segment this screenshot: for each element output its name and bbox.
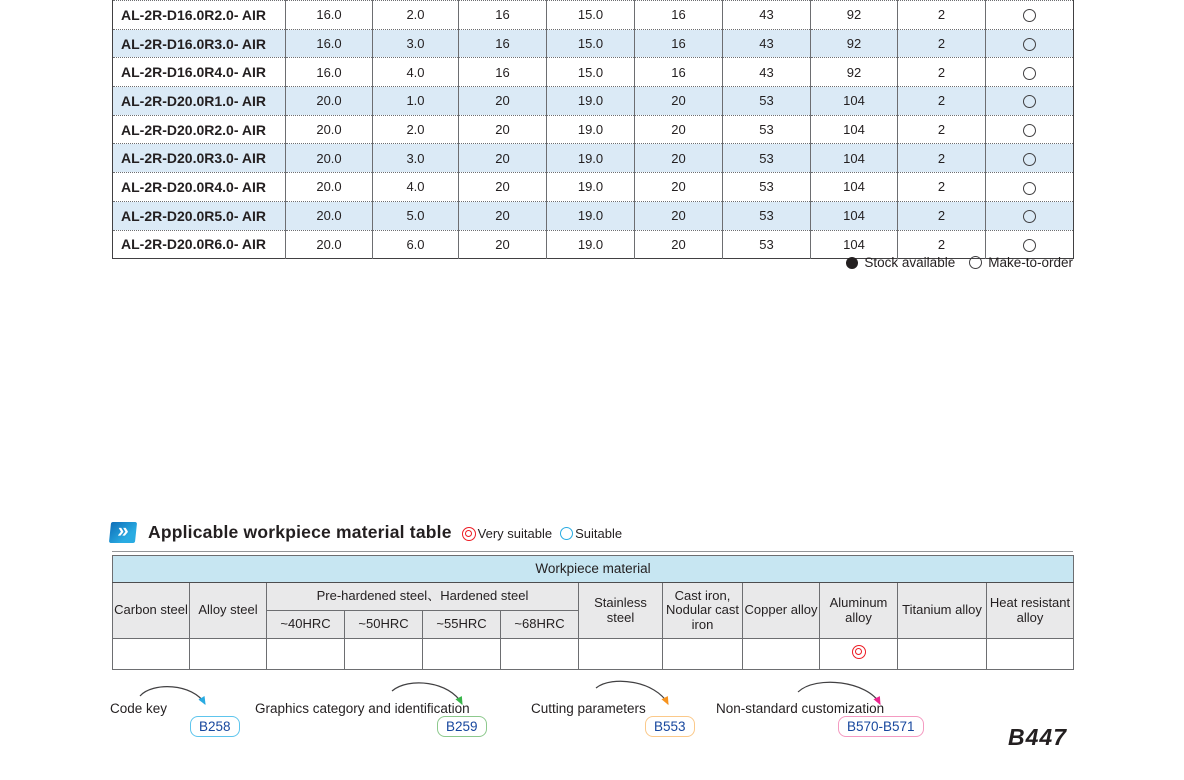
rating-cell-40hrc [267, 639, 345, 670]
page-number: B447 [1008, 724, 1067, 750]
col-header-carbon-steel: Carbon steel [113, 583, 190, 639]
model-cell: AL-2R-D16.0R2.0- AIR [113, 1, 286, 30]
spec-value-cell: 20.0 [286, 115, 373, 144]
spec-value-cell: 19.0 [547, 173, 635, 202]
make-to-order-icon [1023, 153, 1036, 166]
spec-value-cell: 20 [635, 115, 723, 144]
spec-value-cell: 43 [723, 58, 811, 87]
rating-cell-cast-iron [663, 639, 743, 670]
spec-value-cell: 104 [811, 230, 898, 259]
spec-value-cell: 20 [459, 144, 547, 173]
spec-value-cell: 53 [723, 115, 811, 144]
spec-value-cell: 20 [635, 230, 723, 259]
spec-value-cell: 3.0 [373, 29, 459, 58]
make-to-order-icon [1023, 124, 1036, 137]
col-header-stainless-steel: Stainless steel [579, 583, 663, 639]
page-ref-badge-b553[interactable]: B553 [645, 716, 695, 737]
spec-value-cell: 4.0 [373, 173, 459, 202]
spec-value-cell: 104 [811, 115, 898, 144]
make-to-order-icon [1023, 67, 1036, 80]
graphics-category-label: Graphics category and identification [255, 701, 470, 716]
spec-table-row [113, 1, 1074, 30]
spec-value-cell: 20.0 [286, 201, 373, 230]
spec-value-cell: 16 [459, 29, 547, 58]
spec-value-cell: 20 [459, 230, 547, 259]
col-header-55hrc: ~55HRC [423, 611, 501, 639]
spec-value-cell: 19.0 [547, 87, 635, 116]
spec-value-cell: 20.0 [286, 230, 373, 259]
col-group-hardened-steel: Pre-hardened steel、Hardened steel [267, 583, 579, 611]
make-to-order-label: Make-to-order [988, 255, 1073, 270]
rating-cell-55hrc [423, 639, 501, 670]
spec-value-cell: 4.0 [373, 58, 459, 87]
availability-cell [986, 144, 1074, 173]
spec-value-cell: 6.0 [373, 230, 459, 259]
spec-value-cell: 16.0 [286, 1, 373, 30]
spec-table-row [113, 144, 1074, 173]
spec-table-row [113, 115, 1074, 144]
non-standard-label: Non-standard customization [716, 701, 885, 716]
availability-cell [986, 173, 1074, 202]
spec-value-cell: 2 [898, 1, 986, 30]
spec-value-cell: 43 [723, 1, 811, 30]
rating-cell-heat [987, 639, 1074, 670]
stock-available-icon [846, 257, 858, 269]
rating-cell-alloy [190, 639, 267, 670]
make-to-order-icon [1023, 9, 1036, 22]
spec-value-cell: 104 [811, 144, 898, 173]
spec-value-cell: 53 [723, 173, 811, 202]
model-cell: AL-2R-D20.0R3.0- AIR [113, 144, 286, 173]
double-chevron-right-icon: » [109, 522, 137, 543]
page-ref-badge-b259[interactable]: B259 [437, 716, 487, 737]
spec-value-cell: 104 [811, 201, 898, 230]
model-cell: AL-2R-D20.0R2.0- AIR [113, 115, 286, 144]
spec-value-cell: 16 [459, 58, 547, 87]
spec-value-cell: 20 [635, 87, 723, 116]
very-suitable-mark-icon [852, 645, 866, 659]
spec-table-row [113, 201, 1074, 230]
spec-value-cell: 20 [635, 144, 723, 173]
col-header-50hrc: ~50HRC [345, 611, 423, 639]
spec-value-cell: 104 [811, 173, 898, 202]
model-cell: AL-2R-D16.0R3.0- AIR [113, 29, 286, 58]
spec-value-cell: 15.0 [547, 29, 635, 58]
spec-value-cell: 43 [723, 29, 811, 58]
spec-value-cell: 20.0 [286, 87, 373, 116]
spec-value-cell: 20.0 [286, 144, 373, 173]
spec-value-cell: 5.0 [373, 201, 459, 230]
spec-value-cell: 19.0 [547, 144, 635, 173]
spec-value-cell: 16.0 [286, 58, 373, 87]
rating-cell-50hrc [345, 639, 423, 670]
availability-cell [986, 115, 1074, 144]
make-to-order-icon [1023, 182, 1036, 195]
availability-cell [986, 1, 1074, 30]
spec-value-cell: 20 [635, 201, 723, 230]
spec-table-row [113, 29, 1074, 58]
workpiece-material-table [112, 555, 1074, 670]
page-ref-badge-b570[interactable]: B570-B571 [838, 716, 924, 737]
availability-cell [986, 58, 1074, 87]
col-header-heat-resistant-alloy: Heat resistant alloy [987, 583, 1074, 639]
spec-value-cell: 20 [459, 173, 547, 202]
spec-value-cell: 20 [459, 115, 547, 144]
divider [112, 551, 1073, 552]
stock-legend [112, 255, 1073, 270]
spec-value-cell: 2 [898, 173, 986, 202]
spec-value-cell: 20 [459, 87, 547, 116]
rating-cell-aluminum [820, 639, 898, 670]
suitable-label: Suitable [575, 526, 623, 541]
model-cell: AL-2R-D20.0R6.0- AIR [113, 230, 286, 259]
spec-value-cell: 2 [898, 201, 986, 230]
stock-available-label: Stock available [864, 255, 956, 270]
col-header-cast-iron: Cast iron, Nodular cast iron [663, 583, 743, 639]
rating-cell-stainless [579, 639, 663, 670]
make-to-order-icon [1023, 239, 1036, 252]
suitability-legend [462, 526, 630, 541]
spec-value-cell: 20 [459, 201, 547, 230]
spec-value-cell: 16 [459, 1, 547, 30]
spec-value-cell: 2.0 [373, 115, 459, 144]
spec-value-cell: 2 [898, 58, 986, 87]
make-to-order-icon [1023, 38, 1036, 51]
spec-value-cell: 16 [635, 58, 723, 87]
col-header-alloy-steel: Alloy steel [190, 583, 267, 639]
very-suitable-icon [462, 527, 476, 541]
spec-value-cell: 2 [898, 115, 986, 144]
col-header-40hrc: ~40HRC [267, 611, 345, 639]
spec-value-cell: 1.0 [373, 87, 459, 116]
code-key-label: Code key [110, 701, 168, 716]
spec-value-cell: 19.0 [547, 230, 635, 259]
section-title: Applicable workpiece material table [148, 522, 452, 542]
spec-value-cell: 16 [635, 1, 723, 30]
spec-value-cell: 19.0 [547, 115, 635, 144]
spec-value-cell: 92 [811, 58, 898, 87]
spec-value-cell: 16.0 [286, 29, 373, 58]
section-header [110, 522, 1073, 543]
page-ref-badge-b258[interactable]: B258 [190, 716, 240, 737]
make-to-order-icon [969, 256, 982, 269]
model-cell: AL-2R-D20.0R1.0- AIR [113, 87, 286, 116]
spec-value-cell: 20.0 [286, 173, 373, 202]
col-header-copper-alloy: Copper alloy [743, 583, 820, 639]
spec-value-cell: 20 [635, 173, 723, 202]
spec-table-row [113, 87, 1074, 116]
spec-value-cell: 19.0 [547, 201, 635, 230]
spec-table-row [113, 58, 1074, 87]
spec-value-cell: 53 [723, 144, 811, 173]
col-header-aluminum-alloy: Aluminum alloy [820, 583, 898, 639]
spec-value-cell: 2 [898, 87, 986, 116]
spec-value-cell: 53 [723, 87, 811, 116]
rating-cell-copper [743, 639, 820, 670]
availability-cell [986, 87, 1074, 116]
spec-value-cell: 53 [723, 201, 811, 230]
spec-value-cell: 2.0 [373, 1, 459, 30]
rating-cell-68hrc [501, 639, 579, 670]
spec-value-cell: 16 [635, 29, 723, 58]
spec-value-cell: 92 [811, 29, 898, 58]
spec-value-cell: 2 [898, 29, 986, 58]
spec-value-cell: 15.0 [547, 58, 635, 87]
product-spec-table [112, 0, 1074, 259]
rating-cell-carbon [113, 639, 190, 670]
spec-value-cell: 92 [811, 1, 898, 30]
model-cell: AL-2R-D20.0R5.0- AIR [113, 201, 286, 230]
make-to-order-icon [1023, 95, 1036, 108]
rating-cell-titanium [898, 639, 987, 670]
col-header-68hrc: ~68HRC [501, 611, 579, 639]
spec-value-cell: 104 [811, 87, 898, 116]
model-cell: AL-2R-D16.0R4.0- AIR [113, 58, 286, 87]
suitable-icon [560, 527, 573, 540]
very-suitable-label: Very suitable [477, 526, 553, 541]
spec-value-cell: 2 [898, 230, 986, 259]
model-cell: AL-2R-D20.0R4.0- AIR [113, 173, 286, 202]
col-header-titanium-alloy: Titanium alloy [898, 583, 987, 639]
spec-value-cell: 15.0 [547, 1, 635, 30]
spec-value-cell: 2 [898, 144, 986, 173]
availability-cell [986, 201, 1074, 230]
spec-value-cell: 3.0 [373, 144, 459, 173]
cutting-parameters-label: Cutting parameters [531, 701, 646, 716]
spec-value-cell: 53 [723, 230, 811, 259]
workpiece-material-band: Workpiece material [113, 556, 1074, 583]
make-to-order-icon [1023, 210, 1036, 223]
spec-table-row [113, 173, 1074, 202]
availability-cell [986, 29, 1074, 58]
